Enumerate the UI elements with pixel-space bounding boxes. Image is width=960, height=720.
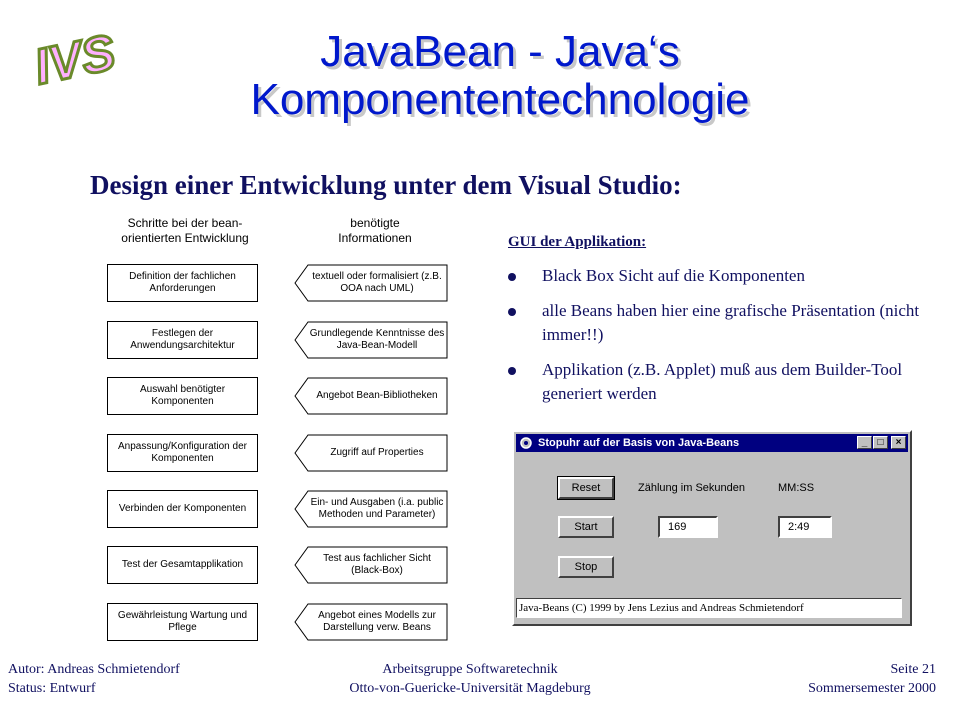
footer-university: Otto-von-Guericke-Universität Magdeburg	[349, 681, 591, 696]
bullet-text: Applikation (z.B. Applet) muß aus dem Builder-Tool generiert werden	[542, 360, 903, 403]
left-header-line-1: Schritte bei der bean-	[127, 216, 243, 230]
info-text: Ein- und Ausgaben (i.a. public Methoden und Parameter)	[310, 497, 444, 520]
footer-center	[300, 660, 640, 698]
step-box: Definition der fachlichen Anforderungen	[107, 264, 258, 302]
mmss-label: MM:SS	[778, 482, 815, 494]
step-box: Auswahl benötigter Komponenten	[107, 377, 258, 415]
time-field[interactable]: 2:49	[778, 516, 832, 538]
info-arrow	[294, 321, 448, 359]
footer-semester: Sommersemester 2000	[808, 681, 936, 696]
bullet-dot-icon	[508, 367, 516, 375]
footer-status: Status: Entwurf	[8, 681, 96, 696]
info-text: Angebot Bean-Bibliotheken	[316, 390, 438, 401]
step-box: Verbinden der Komponenten	[107, 490, 258, 528]
bullet-dot-icon	[508, 273, 516, 281]
bullet-dot-icon	[508, 308, 516, 316]
info-arrow	[294, 434, 448, 472]
step-box: Anpassung/Konfiguration der Komponenten	[107, 434, 258, 472]
start-button[interactable]: Start	[558, 516, 614, 538]
maximize-button[interactable]: □	[873, 436, 888, 449]
info-text: Grundlegende Kenntnisse des Java-Bean-Modell	[309, 328, 445, 351]
slide-subtitle: Design einer Entwicklung unter dem Visual Studio:	[90, 170, 682, 200]
footer-page: Seite 21	[890, 662, 936, 677]
window-title: Stopuhr auf der Basis von Java-Beans	[538, 437, 740, 449]
right-header-line-1: benötigte	[350, 216, 400, 230]
footer-author: Autor: Andreas Schmietendorf	[8, 662, 180, 677]
ivs-logo	[26, 16, 156, 96]
footer-group: Arbeitsgruppe Softwaretechnik	[382, 662, 558, 677]
gui-bullet-list	[506, 264, 926, 417]
status-bar: Java-Beans (C) 1999 by Jens Lezius and Andreas Schmietendorf	[516, 598, 902, 618]
bullet-text: alle Beans haben hier eine grafische Präsentation (nicht immer!!)	[542, 301, 920, 344]
diagram-left-header	[100, 216, 270, 246]
counter-label: Zählung im Sekunden	[638, 482, 746, 494]
step-box: Festlegen der Anwendungsarchitektur	[107, 321, 258, 359]
title-line-2: Komponententechnologie	[250, 75, 750, 124]
step-box: Gewährleistung Wartung und Pflege	[107, 603, 258, 641]
step-box: Test der Gesamtapplikation	[107, 546, 258, 584]
info-text: Zugriff auf Properties	[330, 447, 424, 458]
info-arrow	[294, 264, 448, 302]
seconds-field[interactable]: 169	[658, 516, 718, 538]
window-titlebar	[516, 434, 908, 452]
info-arrow	[294, 603, 448, 641]
bullet-item	[506, 264, 926, 288]
info-text: textuell oder formalisiert (z.B. OOA nach UML)	[312, 271, 442, 294]
bullet-item	[506, 299, 926, 347]
right-header-line-2: Informationen	[338, 231, 412, 245]
info-arrow	[294, 546, 448, 584]
bullet-text: Black Box Sicht auf die Komponenten	[542, 266, 805, 285]
reset-button[interactable]: Reset	[558, 477, 614, 499]
title-line-1: JavaBean - Java‘s	[320, 27, 680, 76]
diagram-right-header	[300, 216, 450, 246]
minimize-button[interactable]: _	[857, 436, 872, 449]
info-arrow	[294, 377, 448, 415]
info-text: Test aus fachlicher Sicht (Black-Box)	[323, 553, 431, 576]
bullet-item	[506, 358, 926, 406]
stop-button[interactable]: Stop	[558, 556, 614, 578]
stopwatch-app-window	[512, 430, 912, 626]
slide-title	[180, 28, 820, 124]
info-text: Angebot eines Modells zur Darstellung verw. Beans	[318, 610, 436, 633]
left-header-line-2: orientierten Entwicklung	[121, 231, 249, 245]
info-arrow	[294, 490, 448, 528]
close-button[interactable]: ×	[891, 436, 906, 449]
gui-heading: GUI der Applikation:	[508, 234, 647, 250]
logo-text: IVS	[29, 23, 120, 96]
footer-left	[8, 660, 180, 698]
java-cup-icon	[519, 436, 533, 456]
footer-right	[808, 660, 936, 698]
